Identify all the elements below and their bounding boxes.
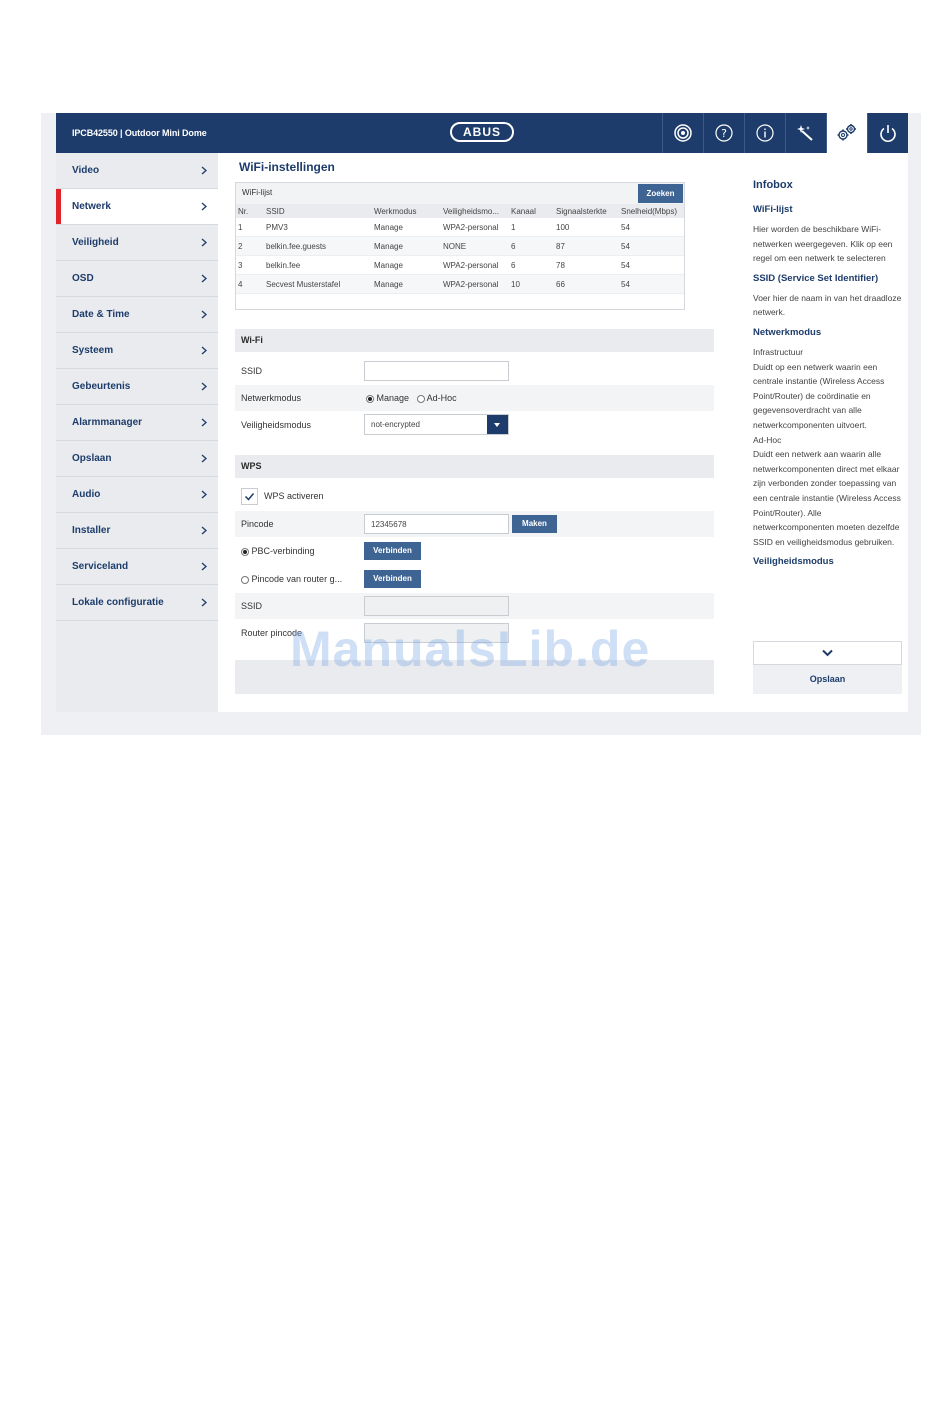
save-button[interactable]: Opslaan xyxy=(753,665,902,694)
sidebar-item-gebeurtenis[interactable] xyxy=(56,369,218,405)
infobox-content[interactable] xyxy=(753,203,905,574)
chevron-right-icon xyxy=(201,166,207,175)
ssid-input[interactable] xyxy=(364,361,509,381)
sidebar-item-serviceland[interactable] xyxy=(56,549,218,585)
security-mode-label: Veiligheidsmodus xyxy=(241,420,312,430)
sidebar-item-opslaan[interactable] xyxy=(56,441,218,477)
table-cell: WPA2-personal xyxy=(441,275,509,294)
infobox-heading: Netwerkmodus xyxy=(753,326,822,338)
sidebar-item-label: Serviceland xyxy=(72,561,129,572)
wifi-list-label: WiFi-lijst xyxy=(242,188,273,197)
top-bar xyxy=(56,113,908,153)
column-header[interactable]: Kanaal xyxy=(509,204,554,218)
table-cell: 54 xyxy=(619,218,684,237)
sidebar-item-label: Veiligheid xyxy=(72,237,119,248)
column-header[interactable]: Signaalsterkte xyxy=(554,204,619,218)
chevron-right-icon xyxy=(201,418,207,427)
router-pin-option-label: Pincode van router g... xyxy=(251,574,343,584)
infobox-text: Voer hier de naam in van het draadloze netwerk. xyxy=(753,292,902,318)
sidebar-item-osd[interactable] xyxy=(56,261,218,297)
netmode-adhoc-label: Ad-Hoc xyxy=(426,393,457,403)
search-button[interactable]: Zoeken xyxy=(638,184,683,203)
table-row[interactable] xyxy=(236,275,684,294)
chevron-right-icon xyxy=(201,598,207,607)
chevron-right-icon xyxy=(201,346,207,355)
table-cell: Secvest Musterstafel xyxy=(264,275,372,294)
wps-ssid-label: SSID xyxy=(241,601,263,611)
svg-text:?: ? xyxy=(721,127,727,140)
wps-ssid-row xyxy=(235,593,714,619)
table-cell: Manage xyxy=(372,275,441,294)
router-pin-option-row xyxy=(235,566,714,592)
chevron-right-icon xyxy=(201,382,207,391)
sidebar-item-netwerk[interactable] xyxy=(56,189,218,225)
column-header[interactable]: Snelheid(Mbps) xyxy=(619,204,684,218)
table-cell: WPA2-personal xyxy=(441,218,509,237)
infobox-text: Duidt op een netwerk waarin een centrale instantie (Wireless Access Point/Router) de coördinatie en gegevensoverdracht van alle netwerkcomponenten uitvoert. xyxy=(753,361,885,430)
pincode-input[interactable] xyxy=(364,514,509,534)
sidebar-item-installer[interactable] xyxy=(56,513,218,549)
pbc-row xyxy=(235,538,714,564)
table-cell: belkin.fee.guests xyxy=(264,237,372,256)
table-cell: 54 xyxy=(619,256,684,275)
pincode-row xyxy=(235,511,714,537)
netmode-row xyxy=(235,385,714,411)
sidebar-item-label: Gebeurtenis xyxy=(72,381,131,392)
router-pin-connect-button[interactable]: Verbinden xyxy=(364,570,421,588)
sidebar-item-label: Lokale configuratie xyxy=(72,597,164,608)
table-cell: 54 xyxy=(619,237,684,256)
infobox-text: Infrastructuur xyxy=(753,346,804,357)
netmode-radio-group xyxy=(366,385,457,411)
pbc-connect-button[interactable]: Verbinden xyxy=(364,542,421,560)
toolbar xyxy=(662,113,908,153)
table-cell: 1 xyxy=(509,218,554,237)
wifi-list-panel xyxy=(235,182,685,310)
pbc-label: PBC-verbinding xyxy=(251,546,315,556)
table-cell: 6 xyxy=(509,256,554,275)
pbc-radio[interactable] xyxy=(241,548,249,556)
column-header[interactable]: Werkmodus xyxy=(372,204,441,218)
table-cell: Manage xyxy=(372,237,441,256)
magic-wand-icon xyxy=(796,123,816,143)
chevron-right-icon xyxy=(201,274,207,283)
sidebar-item-date-time[interactable] xyxy=(56,297,218,333)
ssid-row xyxy=(235,358,714,384)
info-icon xyxy=(755,123,775,143)
chevron-right-icon xyxy=(201,238,207,247)
table-cell: 10 xyxy=(509,275,554,294)
infobox-text: Duidt een netwerk aan waarin alle netwerkcomponenten direct met elkaar zijn verbonden zonder toepassing van een centrale instantie (Wireless Access Point/Router). Alle netwerkcomponenten moeten dezelfde SSID en veiligheidsmodus gebruiken. xyxy=(753,449,901,547)
sidebar-item-alarmmanager[interactable] xyxy=(56,405,218,441)
table-cell: 54 xyxy=(619,275,684,294)
info-button[interactable] xyxy=(744,113,785,153)
router-pin-label: Router pincode xyxy=(241,628,303,638)
security-mode-row xyxy=(235,412,714,438)
sidebar-item-label: Alarmmanager xyxy=(72,417,143,428)
abus-logo: ABUS xyxy=(450,122,514,142)
wifi-section-header: Wi-Fi xyxy=(235,329,714,352)
infobox-text: Ad-Hoc xyxy=(753,434,782,445)
table-cell: 100 xyxy=(554,218,619,237)
sidebar-item-veiligheid[interactable] xyxy=(56,225,218,261)
table-cell: WPA2-personal xyxy=(441,256,509,275)
pbc-option[interactable] xyxy=(241,538,315,564)
column-header[interactable]: Nr. xyxy=(236,204,264,218)
sidebar-item-label: Installer xyxy=(72,525,111,536)
configuration-button[interactable] xyxy=(826,113,867,153)
sidebar-item-video[interactable] xyxy=(56,153,218,189)
column-header[interactable]: Veiligheidsmo... xyxy=(441,204,509,218)
settings-gears-icon xyxy=(835,123,859,143)
chevron-down-icon xyxy=(487,415,508,434)
help-icon xyxy=(714,123,734,143)
chevron-right-icon xyxy=(201,310,207,319)
table-row[interactable] xyxy=(236,256,684,275)
sidebar-item-label: Netwerk xyxy=(72,201,111,212)
chevron-down-icon xyxy=(822,649,833,657)
live-view-button[interactable] xyxy=(662,113,703,153)
table-cell: 2 xyxy=(236,237,264,256)
sidebar-item-label: OSD xyxy=(72,273,94,284)
logout-button[interactable] xyxy=(867,113,908,153)
wps-enable-label: WPS activeren xyxy=(264,491,324,501)
router-pin-option[interactable] xyxy=(241,566,342,592)
sidebar-item-label: Systeem xyxy=(72,345,114,356)
infobox xyxy=(730,153,908,712)
security-mode-value: not-encrypted xyxy=(371,420,420,429)
chevron-right-icon xyxy=(201,454,207,463)
infobox-title: Infobox xyxy=(753,179,793,191)
wizard-button[interactable] xyxy=(785,113,826,153)
column-header[interactable]: SSID xyxy=(264,204,372,218)
table-cell: 6 xyxy=(509,237,554,256)
wps-enable-checkbox[interactable] xyxy=(241,488,258,505)
table-cell: PMV3 xyxy=(264,218,372,237)
table-cell: 78 xyxy=(554,256,619,275)
chevron-right-icon xyxy=(201,202,207,211)
table-cell: NONE xyxy=(441,237,509,256)
router-pin-radio[interactable] xyxy=(241,576,249,584)
checkmark-icon xyxy=(242,489,257,504)
table-cell: belkin.fee xyxy=(264,256,372,275)
sidebar-item-lokale-configuratie[interactable] xyxy=(56,585,218,621)
sidebar xyxy=(56,153,218,712)
wps-ssid-input[interactable] xyxy=(364,596,509,616)
table-cell: Manage xyxy=(372,218,441,237)
chevron-right-icon xyxy=(201,562,207,571)
chevron-right-icon xyxy=(201,526,207,535)
table-cell: 3 xyxy=(236,256,264,275)
sidebar-item-systeem[interactable] xyxy=(56,333,218,369)
netmode-adhoc-radio[interactable] xyxy=(417,395,425,403)
security-mode-select[interactable] xyxy=(364,414,509,435)
infobox-text: Hier worden de beschikbare WiFi-netwerken weergegeven. Klik op een regel om een netwerk te selecteren xyxy=(753,224,893,264)
wifi-list-header xyxy=(236,183,684,204)
wifi-list-table xyxy=(236,204,684,294)
sidebar-item-label: Opslaan xyxy=(72,453,112,464)
help-button[interactable] xyxy=(703,113,744,153)
sidebar-item-label: Audio xyxy=(72,489,101,500)
sidebar-item-label: Date & Time xyxy=(72,309,130,320)
sidebar-item-audio[interactable] xyxy=(56,477,218,513)
camera-lens-icon xyxy=(673,123,693,143)
table-cell: Manage xyxy=(372,256,441,275)
table-cell: 66 xyxy=(554,275,619,294)
watermark: ManualsLib.de xyxy=(290,621,651,677)
table-cell: 4 xyxy=(236,275,264,294)
table-cell: 1 xyxy=(236,218,264,237)
chevron-right-icon xyxy=(201,490,207,499)
infobox-expand-button[interactable] xyxy=(753,641,902,665)
infobox-heading: SSID (Service Set Identifier) xyxy=(753,272,879,284)
netmode-label: Netwerkmodus xyxy=(241,393,302,403)
page-title: WiFi-instellingen xyxy=(239,160,335,174)
netmode-manage-label: Manage xyxy=(376,393,410,403)
infobox-heading: WiFi-lijst xyxy=(753,204,793,215)
power-icon xyxy=(878,123,898,143)
table-row[interactable] xyxy=(236,237,684,256)
pincode-label: Pincode xyxy=(241,519,274,529)
table-cell: 87 xyxy=(554,237,619,256)
table-row[interactable] xyxy=(236,218,684,237)
sidebar-item-label: Video xyxy=(72,165,100,176)
netmode-manage-radio[interactable] xyxy=(366,395,374,403)
device-title: IPCB42550 | Outdoor Mini Dome xyxy=(72,128,207,138)
ssid-label: SSID xyxy=(241,366,263,376)
generate-pin-button[interactable]: Maken xyxy=(512,515,557,533)
wps-section-header: WPS xyxy=(235,455,714,478)
infobox-heading: Veiligheidsmodus xyxy=(753,556,834,568)
wps-enable-row xyxy=(235,483,714,509)
